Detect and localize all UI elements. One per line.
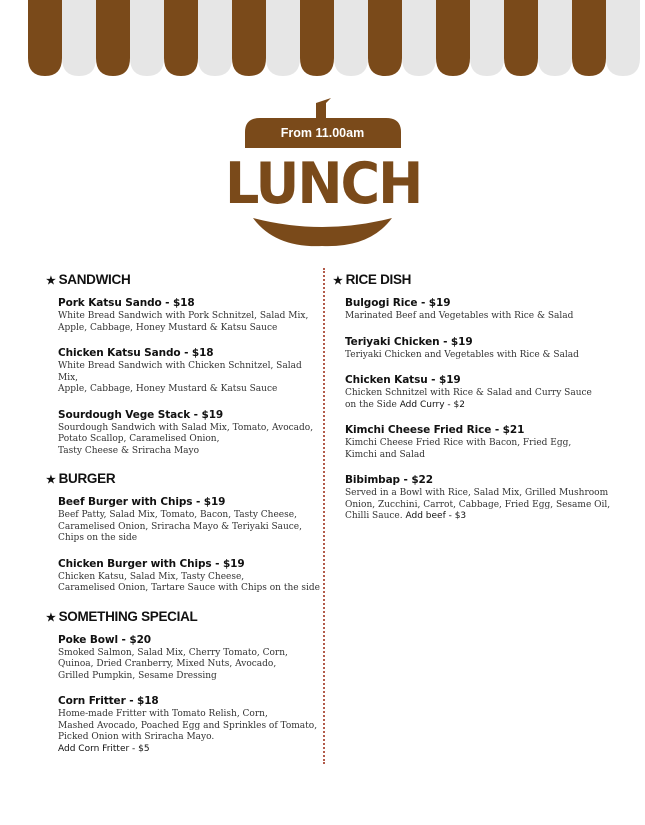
menu-item-description <box>58 709 321 755</box>
menu-item-description-text: Teriyaki Chicken and Vegetables with Rice & Salad <box>345 349 579 360</box>
menu-item <box>345 336 623 362</box>
star-icon: ★ <box>333 275 343 287</box>
section-title <box>333 272 623 287</box>
serving-time: From 11.00am <box>280 126 365 140</box>
menu-item-description-text: Beef Patty, Salad Mix, Tomato, Bacon, Tasty Cheese, Caramelised Onion, Sriracha Mayo & Teriyaki Sauce, Chips on the side <box>58 510 302 543</box>
menu-item-name: Teriyaki Chicken - $19 <box>345 335 473 348</box>
badge-stem-icon <box>316 98 331 118</box>
menu-item-name: Chicken Burger with Chips - $19 <box>58 557 245 570</box>
header <box>0 0 645 260</box>
badge-bottom-bowl <box>253 218 392 246</box>
menu-item <box>58 297 321 334</box>
menu-section <box>46 609 321 756</box>
menu-section <box>46 272 321 457</box>
menu-item <box>345 297 623 323</box>
menu-item-name: Beef Burger with Chips - $19 <box>58 496 226 508</box>
menu-item-name: Pork Katsu Sando - $18 <box>58 297 195 309</box>
menu-item-description <box>58 572 321 595</box>
column-divider <box>323 268 325 764</box>
section-title-label: SANDWICH <box>58 272 131 287</box>
menu-item-name: Chicken Katsu Sando - $18 <box>58 347 214 359</box>
menu-title: LUNCH <box>225 150 422 217</box>
menu-item-description <box>58 648 321 683</box>
menu-item-name: Kimchi Cheese Fried Rice - $21 <box>345 424 525 436</box>
menu-item <box>58 347 321 396</box>
menu-item <box>345 424 623 461</box>
menu-item <box>58 695 321 755</box>
menu-item-name: Bulgogi Rice - $19 <box>345 297 451 309</box>
menu-item-name: Chicken Katsu - $19 <box>345 374 461 386</box>
menu-item <box>58 409 321 458</box>
menu-item-name: Bibimbap - $22 <box>345 474 433 486</box>
menu-item-description-text: Kimchi Cheese Fried Rice with Bacon, Fried Egg, Kimchi and Salad <box>345 438 572 460</box>
star-icon: ★ <box>46 474 56 486</box>
section-title <box>46 272 321 287</box>
section-title-label: RICE DISH <box>345 272 412 287</box>
menu-item-addon: Add beef - $3 <box>405 511 467 521</box>
menu-item <box>345 374 623 411</box>
menu-item-description <box>58 423 321 458</box>
menu-item-addon: Add Curry - $2 <box>399 399 465 410</box>
menu-column-right <box>333 272 623 537</box>
menu-item-description-text: Served in a Bowl with Rice, Salad Mix, Grilled Mushroom Onion, Zucchini, Carrot, Cabbage, Fried Egg, Sesame Oil, Chilli Sauce. <box>345 488 611 521</box>
menu-item-description <box>345 438 623 461</box>
menu-item-description-text: White Bread Sandwich with Chicken Schnitzel, Salad Mix, Apple, Cabbage, Honey Mustard & Katsu Sauce <box>58 361 302 394</box>
menu-item-description <box>345 311 623 323</box>
menu-item-name: Corn Fritter - $18 <box>58 695 159 707</box>
menu-item-name: Sourdough Vege Stack - $19 <box>58 408 224 421</box>
menu-item-description-text: Home-made Fritter with Tomato Relish, Corn, Mashed Avocado, Poached Egg and Sprinkles of Tomato, Picked Onion with Sriracha Mayo. <box>58 709 318 742</box>
menu-section <box>333 272 623 523</box>
menu-item <box>58 634 321 683</box>
menu-item-description <box>58 311 321 334</box>
star-icon: ★ <box>46 611 56 624</box>
menu-item-description <box>58 361 321 396</box>
menu-item-description-text: White Bread Sandwich with Pork Schnitzel, Salad Mix, Apple, Cabbage, Honey Mustard & Katsu Sauce <box>58 311 309 333</box>
star-icon: ★ <box>46 275 56 287</box>
menu-item-description <box>58 510 321 545</box>
menu-item-description-text: Sourdough Sandwich with Salad Mix, Tomato, Avocado, Potato Scallop, Caramelised Onion, Tasty Cheese & Sriracha Mayo <box>58 422 314 456</box>
section-title <box>46 471 321 486</box>
menu-item <box>345 474 623 523</box>
menu-item-description <box>345 488 623 523</box>
menu-item-description <box>345 388 623 411</box>
menu-item-addon: Add Corn Fritter - $5 <box>58 743 150 754</box>
menu-item-name: Poke Bowl - $20 <box>58 633 151 646</box>
menu-item-description-text: Smoked Salmon, Salad Mix, Cherry Tomato, Corn, Quinoa, Dried Cranberry, Mixed Nuts, Avocado, Grilled Pumpkin, Sesame Dressing <box>58 647 288 681</box>
menu-item-description-text: Chicken Katsu, Salad Mix, Tasty Cheese, Caramelised Onion, Tartare Sauce with Chips on the side <box>58 571 321 593</box>
menu-item-description <box>345 350 623 362</box>
menu-section <box>46 471 321 595</box>
section-title-label: SOMETHING SPECIAL <box>58 608 198 624</box>
menu-item-description-text: Chicken Schnitzel with Rice & Salad and Curry Sauce on the Side <box>345 388 592 410</box>
menu-item <box>58 558 321 595</box>
menu-item <box>58 496 321 545</box>
section-title <box>46 609 321 624</box>
menu-column-left <box>46 272 321 769</box>
menu-item-description-text: Marinated Beef and Vegetables with Rice & Salad <box>345 311 574 321</box>
section-title-label: BURGER <box>58 471 116 486</box>
